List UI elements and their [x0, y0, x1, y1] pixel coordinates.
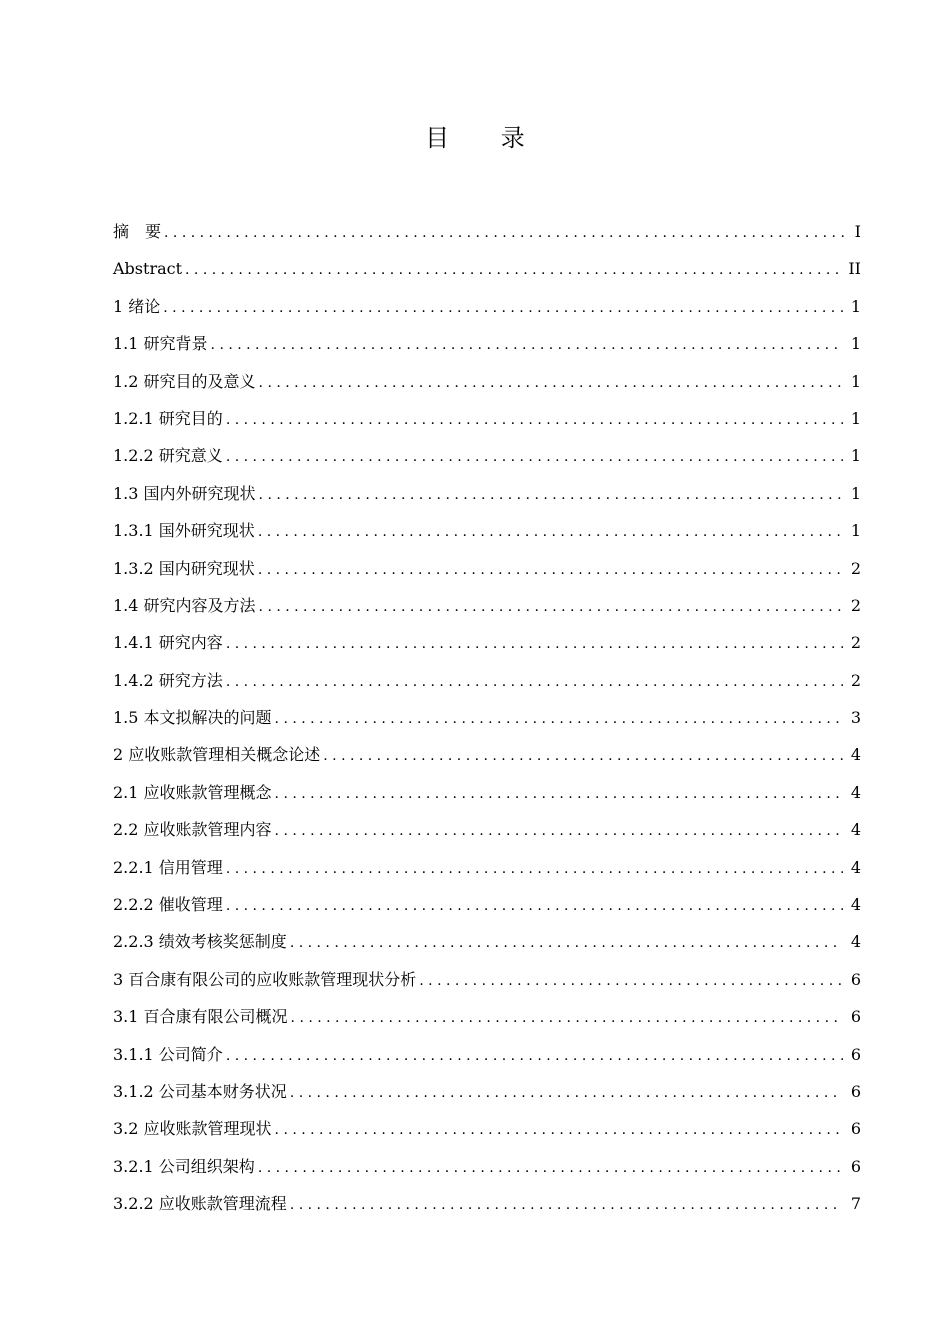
toc-leader-dots [226, 1041, 843, 1071]
toc-leader-dots [258, 1153, 843, 1183]
toc-entry[interactable] [113, 703, 861, 740]
toc-leader-dots [290, 1190, 843, 1220]
toc-entry[interactable] [113, 815, 861, 852]
toc-entry-label: 1.3.2 国内研究现状 [113, 558, 255, 578]
toc-entry-label: 1.2.2 研究意义 [113, 446, 223, 466]
toc-entry-label: 1.4.1 研究内容 [113, 633, 223, 653]
toc-entry-page: 1 [850, 408, 861, 428]
toc-entry-page: 1 [850, 371, 861, 391]
toc-leader-dots [323, 741, 843, 771]
table-of-contents [113, 217, 861, 1227]
toc-entry-page: 4 [850, 895, 861, 915]
toc-entry[interactable] [113, 890, 861, 927]
toc-entry-page: 4 [850, 782, 861, 802]
toc-entry-label: 2.2.1 信用管理 [113, 857, 223, 877]
toc-entry-label: 1.3.1 国外研究现状 [113, 521, 255, 541]
toc-entry-label: 3.2 应收账款管理现状 [113, 1119, 272, 1139]
toc-leader-dots [290, 928, 843, 958]
toc-leader-dots [259, 480, 843, 510]
toc-entry[interactable] [113, 479, 861, 516]
toc-entry-label: Abstract [113, 259, 183, 279]
toc-entry-page: 1 [850, 446, 861, 466]
toc-leader-dots [226, 891, 843, 921]
toc-entry[interactable] [113, 367, 861, 404]
toc-entry[interactable] [113, 965, 861, 1002]
toc-entry-page: 2 [850, 558, 861, 578]
toc-leader-dots [258, 555, 843, 585]
toc-entry[interactable] [113, 1040, 861, 1077]
toc-leader-dots [275, 704, 843, 734]
toc-entry-page: 4 [850, 857, 861, 877]
toc-leader-dots [211, 330, 843, 360]
toc-entry-label: 1.4.2 研究方法 [113, 670, 223, 690]
toc-entry[interactable] [113, 778, 861, 815]
toc-entry-label: 1.4 研究内容及方法 [113, 595, 256, 615]
toc-entry[interactable] [113, 1077, 861, 1114]
toc-entry-page: 6 [850, 969, 861, 989]
toc-entry-label: 3.2.1 公司组织架构 [113, 1156, 255, 1176]
toc-entry[interactable] [113, 927, 861, 964]
toc-entry-page: 6 [850, 1044, 861, 1064]
toc-entry[interactable] [113, 1002, 861, 1039]
toc-entry-label: 3.1 百合康有限公司概况 [113, 1007, 288, 1027]
toc-leader-dots [275, 1115, 843, 1145]
toc-leader-dots [164, 218, 847, 248]
toc-entry-page: 2 [850, 633, 861, 653]
toc-leader-dots [419, 966, 843, 996]
toc-entry-page: 2 [850, 670, 861, 690]
toc-leader-dots [185, 255, 840, 285]
toc-entry-label: 3 百合康有限公司的应收账款管理现状分析 [113, 969, 417, 989]
toc-entry-page: 2 [850, 595, 861, 615]
toc-entry[interactable] [113, 404, 861, 441]
toc-entry[interactable] [113, 853, 861, 890]
toc-leader-dots [259, 368, 843, 398]
toc-entry-label: 1.2 研究目的及意义 [113, 371, 256, 391]
toc-entry-label: 1.2.1 研究目的 [113, 408, 223, 428]
toc-leader-dots [291, 1003, 843, 1033]
page-title: 目 录 [425, 124, 547, 152]
toc-entry-label: 3.1.2 公司基本财务状况 [113, 1081, 287, 1101]
toc-entry[interactable] [113, 554, 861, 591]
toc-entry-label: 3.1.1 公司简介 [113, 1044, 223, 1064]
toc-entry-label: 1 绪论 [113, 296, 161, 316]
toc-entry-page: 1 [850, 296, 861, 316]
toc-entry[interactable] [113, 441, 861, 478]
toc-entry-page: 7 [850, 1194, 861, 1214]
toc-entry-label: 摘 要 [113, 222, 162, 241]
toc-leader-dots [275, 779, 843, 809]
toc-leader-dots [275, 816, 843, 846]
toc-entry-page: 4 [850, 820, 861, 840]
toc-entry-page: 6 [850, 1119, 861, 1139]
toc-entry-label: 1.3 国内外研究现状 [113, 483, 256, 503]
toc-entry[interactable] [113, 217, 861, 254]
toc-entry-page: 3 [850, 708, 861, 728]
toc-leader-dots [258, 517, 843, 547]
toc-entry-page: 6 [850, 1156, 861, 1176]
toc-entry[interactable] [113, 1189, 861, 1226]
toc-entry-page: 4 [850, 932, 861, 952]
toc-entry[interactable] [113, 628, 861, 665]
toc-entry-page: II [848, 259, 861, 279]
toc-entry-page: 1 [850, 483, 861, 503]
toc-entry[interactable] [113, 666, 861, 703]
toc-entry[interactable] [113, 1152, 861, 1189]
toc-leader-dots [226, 405, 843, 435]
toc-entry[interactable] [113, 516, 861, 553]
toc-leader-dots [226, 854, 843, 884]
toc-entry-label: 2.1 应收账款管理概念 [113, 782, 272, 802]
toc-entry-label: 2.2.2 催收管理 [113, 895, 223, 915]
toc-entry-label: 1.5 本文拟解决的问题 [113, 708, 272, 728]
toc-entry-page: 1 [850, 521, 861, 541]
toc-leader-dots [259, 592, 843, 622]
toc-entry-label: 3.2.2 应收账款管理流程 [113, 1194, 287, 1214]
toc-entry[interactable] [113, 1114, 861, 1151]
toc-entry-label: 2.2.3 绩效考核奖惩制度 [113, 932, 287, 952]
toc-leader-dots [290, 1078, 843, 1108]
toc-entry-label: 1.1 研究背景 [113, 334, 208, 354]
toc-entry[interactable] [113, 329, 861, 366]
toc-entry-label: 2.2 应收账款管理内容 [113, 820, 272, 840]
toc-entry[interactable] [113, 254, 861, 291]
toc-entry[interactable] [113, 740, 861, 777]
toc-leader-dots [226, 442, 843, 472]
toc-entry-page: 6 [850, 1081, 861, 1101]
toc-leader-dots [226, 629, 843, 659]
toc-leader-dots [163, 293, 843, 323]
toc-entry[interactable] [113, 292, 861, 329]
toc-entry-page: 4 [850, 745, 861, 765]
toc-entry[interactable] [113, 591, 861, 628]
toc-entry-page: I [854, 222, 861, 241]
toc-leader-dots [226, 667, 843, 697]
toc-entry-page: 6 [850, 1007, 861, 1027]
toc-entry-label: 2 应收账款管理相关概念论述 [113, 745, 321, 765]
toc-entry-page: 1 [850, 334, 861, 354]
